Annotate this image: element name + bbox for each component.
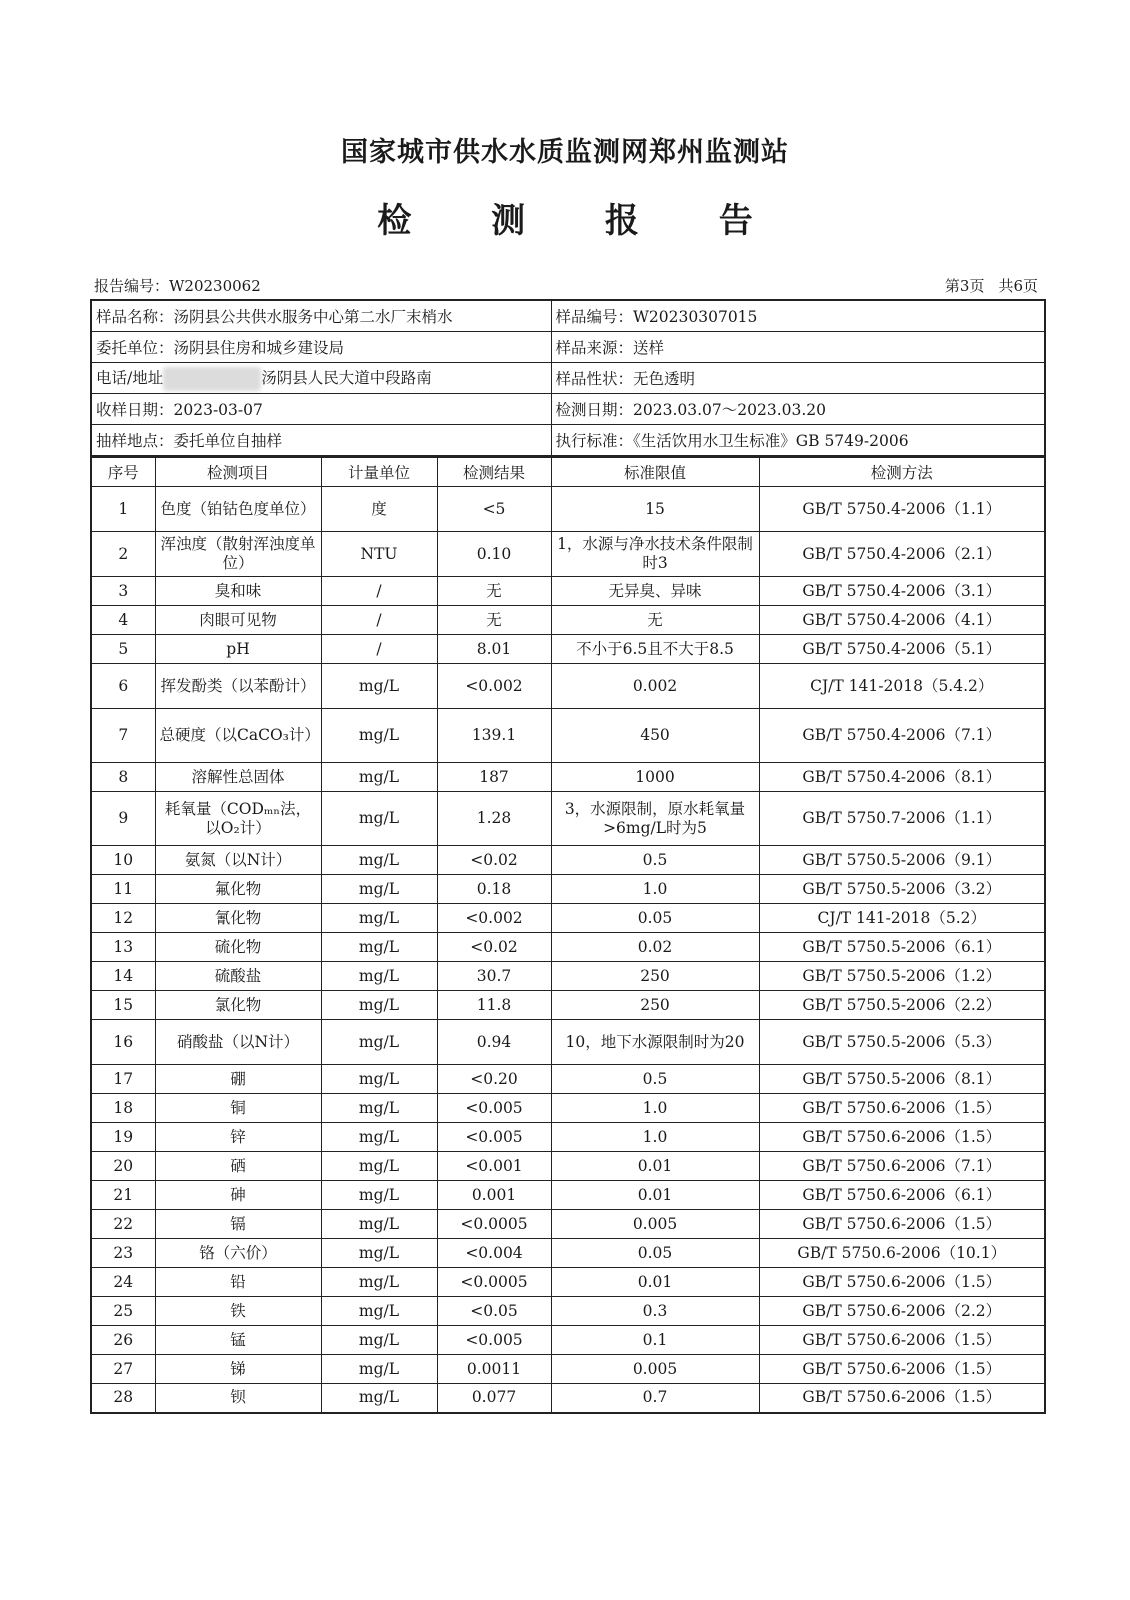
test-method: GB/T 5750.4-2006（1.1） <box>759 487 1045 532</box>
test-method: GB/T 5750.5-2006（3.2） <box>759 875 1045 904</box>
test-item: 硒 <box>155 1152 321 1181</box>
unit: mg/L <box>321 1181 437 1210</box>
test-item: 硫酸盐 <box>155 962 321 991</box>
test-result: 139.1 <box>437 709 551 763</box>
test-result: <0.001 <box>437 1152 551 1181</box>
test-result: <0.0005 <box>437 1268 551 1297</box>
table-row <box>91 1268 1045 1297</box>
table-row <box>91 1384 1045 1413</box>
test-method: GB/T 5750.6-2006（1.5） <box>759 1384 1045 1413</box>
standard-limit: 0.5 <box>551 846 759 875</box>
row-number: 18 <box>91 1094 155 1123</box>
unit: mg/L <box>321 664 437 709</box>
row-number: 7 <box>91 709 155 763</box>
table-row <box>91 962 1045 991</box>
test-item: 铅 <box>155 1268 321 1297</box>
sample-state: 样品性状：无色透明 <box>551 363 1045 394</box>
table-row <box>91 1123 1045 1152</box>
unit: mg/L <box>321 1123 437 1152</box>
test-item: 总硬度（以CaCO₃计） <box>155 709 321 763</box>
row-number: 27 <box>91 1355 155 1384</box>
test-method: GB/T 5750.6-2006（1.5） <box>759 1123 1045 1152</box>
table-row <box>91 1020 1045 1065</box>
table-row <box>91 709 1045 763</box>
info-row <box>91 300 1045 332</box>
test-method: GB/T 5750.5-2006（1.2） <box>759 962 1045 991</box>
standard-limit: 0.1 <box>551 1326 759 1355</box>
sample-name: 样品名称：汤阴县公共供水服务中心第二水厂末梢水 <box>91 300 551 332</box>
test-result: <0.002 <box>437 904 551 933</box>
row-number: 17 <box>91 1065 155 1094</box>
test-item: 硼 <box>155 1065 321 1094</box>
test-item: 铜 <box>155 1094 321 1123</box>
report-number: 报告编号：W20230062 <box>94 277 261 295</box>
sample-number: 样品编号：W20230307015 <box>551 300 1045 332</box>
report-title: 检 测 报 告 <box>377 201 787 241</box>
info-row <box>91 394 1045 425</box>
test-item: 挥发酚类（以苯酚计） <box>155 664 321 709</box>
test-item: 氟化物 <box>155 875 321 904</box>
unit: mg/L <box>321 846 437 875</box>
test-item: 浑浊度（散射浑浊度单位） <box>155 532 321 577</box>
row-number: 19 <box>91 1123 155 1152</box>
test-item: 砷 <box>155 1181 321 1210</box>
table-row <box>91 577 1045 606</box>
standard-limit: 0.005 <box>551 1355 759 1384</box>
test-method: GB/T 5750.4-2006（4.1） <box>759 606 1045 635</box>
header-no: 序号 <box>91 457 155 487</box>
test-method: CJ/T 141-2018（5.2） <box>759 904 1045 933</box>
standard-limit: 1000 <box>551 763 759 792</box>
test-item: 锌 <box>155 1123 321 1152</box>
test-method: GB/T 5750.4-2006（5.1） <box>759 635 1045 664</box>
test-method: GB/T 5750.5-2006（9.1） <box>759 846 1045 875</box>
unit: mg/L <box>321 875 437 904</box>
test-result: 0.001 <box>437 1181 551 1210</box>
table-row <box>91 1152 1045 1181</box>
test-item: 氰化物 <box>155 904 321 933</box>
standard-limit: 0.01 <box>551 1268 759 1297</box>
standard-limit: 0.002 <box>551 664 759 709</box>
test-result: 无 <box>437 606 551 635</box>
header-result: 检测结果 <box>437 457 551 487</box>
table-row <box>91 487 1045 532</box>
standard-limit: 3，水源限制，原水耗氧量>6mg/L时为5 <box>551 792 759 846</box>
row-number: 10 <box>91 846 155 875</box>
redaction-mask <box>163 367 261 391</box>
sampling-site: 抽样地点：委托单位自抽样 <box>91 425 551 457</box>
unit: mg/L <box>321 1384 437 1413</box>
row-number: 4 <box>91 606 155 635</box>
test-result: <0.004 <box>437 1239 551 1268</box>
test-result: <0.20 <box>437 1065 551 1094</box>
test-item: 锑 <box>155 1355 321 1384</box>
standard-limit: 0.005 <box>551 1210 759 1239</box>
row-number: 9 <box>91 792 155 846</box>
table-row <box>91 532 1045 577</box>
standard-limit: 0.01 <box>551 1181 759 1210</box>
table-row <box>91 904 1045 933</box>
table-row <box>91 1065 1045 1094</box>
test-result: 30.7 <box>437 962 551 991</box>
unit: mg/L <box>321 1239 437 1268</box>
row-number: 12 <box>91 904 155 933</box>
table-row <box>91 1239 1045 1268</box>
standard-limit: 0.3 <box>551 1297 759 1326</box>
unit: mg/L <box>321 792 437 846</box>
unit: NTU <box>321 532 437 577</box>
table-row <box>91 664 1045 709</box>
test-item: 色度（铂钴色度单位） <box>155 487 321 532</box>
info-row <box>91 363 1045 394</box>
standard-limit: 不小于6.5且不大于8.5 <box>551 635 759 664</box>
test-method: GB/T 5750.6-2006（6.1） <box>759 1181 1045 1210</box>
standard-limit: 0.5 <box>551 1065 759 1094</box>
table-row <box>91 1326 1045 1355</box>
row-number: 24 <box>91 1268 155 1297</box>
row-number: 20 <box>91 1152 155 1181</box>
test-method: CJ/T 141-2018（5.4.2） <box>759 664 1045 709</box>
table-row <box>91 1094 1045 1123</box>
contact-label: 电话/地址 <box>96 368 164 387</box>
organization-name: 国家城市供水水质监测网郑州监测站 <box>341 137 789 168</box>
test-result: 1.28 <box>437 792 551 846</box>
table-row <box>91 1210 1045 1239</box>
test-method: GB/T 5750.4-2006（2.1） <box>759 532 1045 577</box>
test-result: 0.077 <box>437 1384 551 1413</box>
row-number: 14 <box>91 962 155 991</box>
unit: / <box>321 635 437 664</box>
unit: mg/L <box>321 1094 437 1123</box>
test-item: 耗氧量（CODₘₙ法，以O₂计） <box>155 792 321 846</box>
page-indicator <box>945 275 1038 296</box>
table-row <box>91 1297 1045 1326</box>
unit: 度 <box>321 487 437 532</box>
table-row <box>91 933 1045 962</box>
unit: mg/L <box>321 1210 437 1239</box>
test-item: 硫化物 <box>155 933 321 962</box>
test-method: GB/T 5750.6-2006（1.5） <box>759 1094 1045 1123</box>
test-item: 氯化物 <box>155 991 321 1020</box>
standard-limit: 10，地下水源限制时为20 <box>551 1020 759 1065</box>
table-row <box>91 635 1045 664</box>
test-method: GB/T 5750.7-2006（1.1） <box>759 792 1045 846</box>
test-result: <5 <box>437 487 551 532</box>
test-result: 无 <box>437 577 551 606</box>
header-item: 检测项目 <box>155 457 321 487</box>
test-result: 11.8 <box>437 991 551 1020</box>
test-method: GB/T 5750.6-2006（1.5） <box>759 1326 1045 1355</box>
row-number: 28 <box>91 1384 155 1413</box>
test-result: 0.18 <box>437 875 551 904</box>
row-number: 16 <box>91 1020 155 1065</box>
unit: mg/L <box>321 1268 437 1297</box>
test-method: GB/T 5750.6-2006（1.5） <box>759 1210 1045 1239</box>
row-number: 13 <box>91 933 155 962</box>
test-item: 臭和味 <box>155 577 321 606</box>
sample-info-table <box>90 299 1046 457</box>
test-result: 0.94 <box>437 1020 551 1065</box>
row-number: 15 <box>91 991 155 1020</box>
standard-limit: 450 <box>551 709 759 763</box>
test-method: GB/T 5750.4-2006（3.1） <box>759 577 1045 606</box>
header-limit: 标准限值 <box>551 457 759 487</box>
test-item: 锰 <box>155 1326 321 1355</box>
test-method: GB/T 5750.6-2006（2.2） <box>759 1297 1045 1326</box>
row-number: 21 <box>91 1181 155 1210</box>
test-method: GB/T 5750.4-2006（7.1） <box>759 709 1045 763</box>
header-unit: 计量单位 <box>321 457 437 487</box>
table-header-row <box>91 457 1045 487</box>
standard-limit: 0.05 <box>551 1239 759 1268</box>
test-result: 0.0011 <box>437 1355 551 1384</box>
test-method: GB/T 5750.4-2006（8.1） <box>759 763 1045 792</box>
test-method: GB/T 5750.5-2006（8.1） <box>759 1065 1045 1094</box>
executive-standard: 执行标准：《生活饮用水卫生标准》GB 5749-2006 <box>551 425 1045 457</box>
page-total: 共6页 <box>998 277 1038 295</box>
test-result: 0.10 <box>437 532 551 577</box>
test-result: <0.005 <box>437 1123 551 1152</box>
unit: / <box>321 577 437 606</box>
standard-limit: 1.0 <box>551 1123 759 1152</box>
test-method: GB/T 5750.5-2006（5.3） <box>759 1020 1045 1065</box>
test-item: 钡 <box>155 1384 321 1413</box>
row-number: 11 <box>91 875 155 904</box>
unit: mg/L <box>321 1297 437 1326</box>
table-row <box>91 606 1045 635</box>
unit: mg/L <box>321 1355 437 1384</box>
test-item: 铬（六价） <box>155 1239 321 1268</box>
standard-limit: 1，水源与净水技术条件限制时3 <box>551 532 759 577</box>
row-number: 8 <box>91 763 155 792</box>
test-results-table <box>90 456 1046 1414</box>
test-date: 检测日期：2023.03.07～2023.03.20 <box>551 394 1045 425</box>
info-row <box>91 425 1045 457</box>
standard-limit: 0.05 <box>551 904 759 933</box>
test-result: <0.005 <box>437 1094 551 1123</box>
header-method: 检测方法 <box>759 457 1045 487</box>
table-row <box>91 763 1045 792</box>
page-number: 第3页 <box>944 277 985 295</box>
standard-limit: 250 <box>551 962 759 991</box>
unit: mg/L <box>321 1152 437 1181</box>
standard-limit: 0.01 <box>551 1152 759 1181</box>
standard-limit: 15 <box>551 487 759 532</box>
row-number: 22 <box>91 1210 155 1239</box>
client-unit: 委托单位：汤阴县住房和城乡建设局 <box>91 332 551 363</box>
unit: mg/L <box>321 962 437 991</box>
unit: / <box>321 606 437 635</box>
test-method: GB/T 5750.6-2006（1.5） <box>759 1268 1045 1297</box>
test-method: GB/T 5750.6-2006（10.1） <box>759 1239 1045 1268</box>
row-number: 2 <box>91 532 155 577</box>
table-row <box>91 1355 1045 1384</box>
test-method: GB/T 5750.5-2006（2.2） <box>759 991 1045 1020</box>
table-row <box>91 1181 1045 1210</box>
unit: mg/L <box>321 709 437 763</box>
sample-source: 样品来源：送样 <box>551 332 1045 363</box>
row-number: 6 <box>91 664 155 709</box>
unit: mg/L <box>321 904 437 933</box>
table-row <box>91 875 1045 904</box>
test-item: 溶解性总固体 <box>155 763 321 792</box>
unit: mg/L <box>321 1020 437 1065</box>
test-item: 镉 <box>155 1210 321 1239</box>
test-result: <0.0005 <box>437 1210 551 1239</box>
row-number: 5 <box>91 635 155 664</box>
test-result: 187 <box>437 763 551 792</box>
table-row <box>91 792 1045 846</box>
standard-limit: 1.0 <box>551 875 759 904</box>
test-method: GB/T 5750.5-2006（6.1） <box>759 933 1045 962</box>
standard-limit: 1.0 <box>551 1094 759 1123</box>
row-number: 23 <box>91 1239 155 1268</box>
test-result: <0.005 <box>437 1326 551 1355</box>
unit: mg/L <box>321 763 437 792</box>
standard-limit: 0.7 <box>551 1384 759 1413</box>
standard-limit: 0.02 <box>551 933 759 962</box>
unit: mg/L <box>321 1326 437 1355</box>
test-item: 硝酸盐（以N计） <box>155 1020 321 1065</box>
test-result: <0.02 <box>437 846 551 875</box>
test-result: <0.05 <box>437 1297 551 1326</box>
contact-cell <box>91 363 551 394</box>
test-result: 8.01 <box>437 635 551 664</box>
standard-limit: 250 <box>551 991 759 1020</box>
test-item: 氨氮（以N计） <box>155 846 321 875</box>
unit: mg/L <box>321 933 437 962</box>
row-number: 1 <box>91 487 155 532</box>
test-item: pH <box>155 635 321 664</box>
test-method: GB/T 5750.6-2006（7.1） <box>759 1152 1045 1181</box>
test-item: 铁 <box>155 1297 321 1326</box>
test-result: <0.02 <box>437 933 551 962</box>
test-item: 肉眼可见物 <box>155 606 321 635</box>
standard-limit: 无异臭、异味 <box>551 577 759 606</box>
row-number: 25 <box>91 1297 155 1326</box>
test-result: <0.002 <box>437 664 551 709</box>
row-number: 26 <box>91 1326 155 1355</box>
test-method: GB/T 5750.6-2006（1.5） <box>759 1355 1045 1384</box>
unit: mg/L <box>321 991 437 1020</box>
standard-limit: 无 <box>551 606 759 635</box>
row-number: 3 <box>91 577 155 606</box>
table-row <box>91 991 1045 1020</box>
info-row <box>91 332 1045 363</box>
unit: mg/L <box>321 1065 437 1094</box>
contact-value: 汤阴县人民大道中段路南 <box>261 368 432 387</box>
receive-date: 收样日期：2023-03-07 <box>91 394 551 425</box>
table-row <box>91 846 1045 875</box>
